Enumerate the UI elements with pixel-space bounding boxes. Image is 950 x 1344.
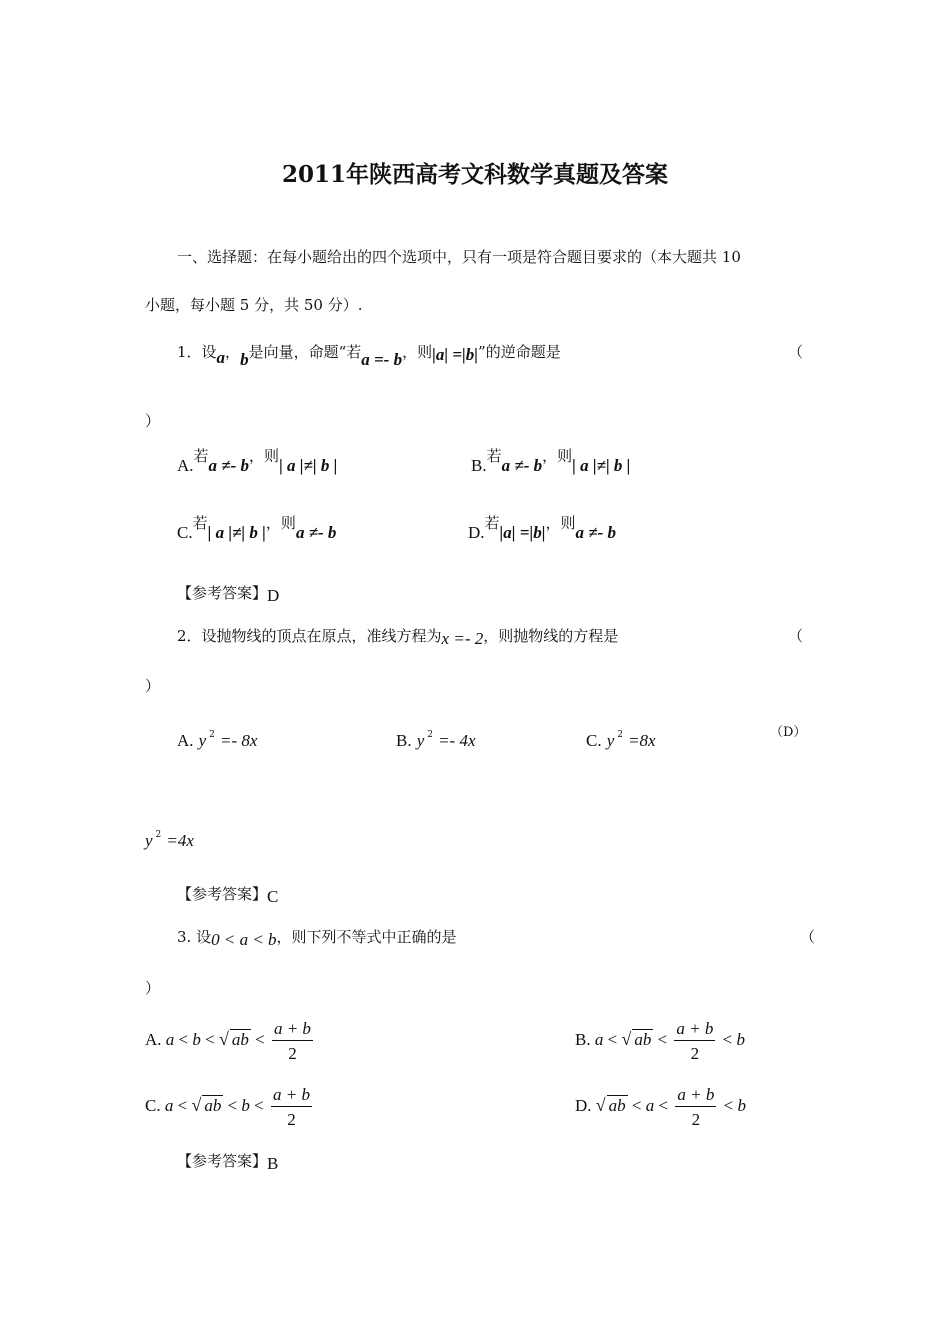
- q3-option-b-lt3: <: [722, 1030, 733, 1050]
- q3-option-a-lt2: <: [205, 1030, 215, 1050]
- q1-answer-value: D: [267, 586, 280, 605]
- q2-option-a-y: y: [198, 731, 207, 750]
- page-title: 2011年陕西高考文科数学真题及答案: [281, 161, 668, 188]
- q1-comma: ，: [225, 343, 241, 361]
- q1-option-b-then: ，则: [542, 447, 573, 465]
- q1-paren-close: ）: [145, 412, 161, 430]
- q1-stem: [177, 341, 561, 369]
- q3-option-c-a: a: [164, 1096, 174, 1116]
- q2-option-b-sup: 2: [427, 730, 433, 740]
- q1-option-d-if: 若: [484, 514, 500, 532]
- q3-option-c: [145, 1084, 315, 1131]
- q2-option-c-sup: 2: [617, 730, 623, 740]
- q1-option-c-concl: a ≠- b: [295, 523, 337, 542]
- q1-answer-label: 【参考答案】: [177, 584, 268, 602]
- q3-option-d-sqrt: ab: [608, 1096, 626, 1116]
- q3-option-a-a: a: [165, 1030, 175, 1050]
- q3-option-a-lt1: <: [178, 1030, 189, 1050]
- q3-paren-open: （: [800, 928, 816, 946]
- q2-stem-pre: 2．设抛物线的顶点在原点，准线方程为: [177, 627, 442, 645]
- q3-stem-post: ，则下列不等式中正确的是: [276, 928, 457, 946]
- q3-option-c-lt3: <: [254, 1096, 264, 1116]
- q1-paren-open: （: [788, 343, 804, 361]
- q3-option-b-frac-num: a + b: [674, 1018, 715, 1041]
- q3-option-c-label: C.: [145, 1096, 161, 1116]
- q3-answer-label: 【参考答案】: [177, 1152, 268, 1170]
- q1-option-d-concl: a ≠- b: [575, 523, 616, 542]
- q3-option-a-radical: √: [218, 1029, 229, 1050]
- q3-option-c-radical: √: [191, 1095, 202, 1116]
- q1-option-d-then: ，则: [545, 514, 576, 532]
- q2-option-d-rhs: =4x: [166, 831, 194, 850]
- q3-option-d: [575, 1084, 746, 1131]
- q1-option-d-label: D.: [468, 523, 485, 542]
- q2-option-c: [586, 730, 656, 751]
- q2-directrix-eq: x =- 2: [441, 629, 484, 648]
- q2-option-d-sup: 2: [155, 830, 162, 840]
- q3-answer: [177, 1150, 278, 1171]
- q3-answer-value: B: [267, 1154, 279, 1173]
- q2-option-b-y: y: [416, 731, 425, 750]
- q1-var-b: b: [240, 350, 249, 369]
- q3-option-b-label: B.: [575, 1030, 591, 1050]
- q2-stem: [177, 625, 618, 646]
- q1-condition: a =- b: [361, 350, 403, 369]
- q1-stem-post: ”的逆命题是: [478, 343, 561, 361]
- q3-option-a-b: b: [192, 1030, 201, 1050]
- q3-option-c-frac-num: a + b: [271, 1084, 312, 1107]
- q1-option-c-then: ，则: [265, 514, 296, 532]
- q3-option-a-frac-den: 2: [288, 1044, 297, 1064]
- q3-option-d-b: b: [737, 1096, 746, 1116]
- q3-option-d-label: D.: [575, 1096, 592, 1116]
- q3-option-d-frac-num: a + b: [675, 1084, 716, 1107]
- q1-option-c-if: 若: [192, 514, 208, 532]
- q3-option-c-frac-den: 2: [287, 1110, 296, 1130]
- q1-option-b-concl: | a |≠| b |: [572, 456, 631, 475]
- q3-option-b-b: b: [736, 1030, 745, 1050]
- q3-option-c-lt2: <: [227, 1096, 238, 1116]
- q3-option-b-radical: √: [621, 1029, 632, 1050]
- q2-option-c-y: y: [606, 731, 615, 750]
- q3-option-c-fraction: [271, 1084, 312, 1131]
- q2-option-c-label: C.: [586, 731, 602, 750]
- q1-var-a: a: [216, 348, 226, 367]
- q2-option-a: [177, 730, 257, 751]
- q3-option-c-sqrt: ab: [204, 1096, 222, 1116]
- q1-option-c-label: C.: [177, 523, 193, 542]
- q2-option-a-label: A.: [177, 731, 194, 750]
- q2-paren-close: ）: [145, 677, 161, 695]
- q3-option-b-fraction: [674, 1018, 715, 1065]
- q1-option-d: [468, 514, 616, 543]
- q3-option-a-lt3: <: [255, 1030, 265, 1050]
- q1-stem-pre: 1．设: [177, 343, 217, 361]
- q2-option-a-rhs: =- 8x: [220, 731, 258, 750]
- q2-option-b-label: B.: [396, 731, 412, 750]
- q1-option-b: [471, 447, 631, 476]
- q2-option-b: [396, 730, 476, 751]
- q3-option-a-sqrt: ab: [231, 1030, 249, 1050]
- q3-option-b-a: a: [594, 1030, 604, 1050]
- q2-option-d-label: （D）: [770, 725, 807, 740]
- q1-option-c: [177, 514, 337, 543]
- q3-option-b: [575, 1018, 745, 1065]
- q1-then: ，则: [402, 343, 433, 361]
- q1-option-b-cond: a ≠- b: [501, 456, 543, 475]
- q3-paren-close: ）: [145, 979, 161, 997]
- q2-paren-open: （: [788, 627, 804, 645]
- q2-stem-post: ，则抛物线的方程是: [483, 627, 619, 645]
- q3-option-a-label: A.: [145, 1030, 162, 1050]
- q1-option-a-cond: a ≠- b: [208, 456, 250, 475]
- q3-option-d-lt1: <: [631, 1096, 642, 1116]
- q3-option-d-lt3: <: [723, 1096, 734, 1116]
- q3-option-b-lt2: <: [657, 1030, 668, 1050]
- q2-option-b-rhs: =- 4x: [438, 731, 476, 750]
- q1-option-b-if: 若: [486, 447, 502, 465]
- q1-option-a-then: ，则: [249, 447, 280, 465]
- q1-option-b-label: B.: [471, 456, 487, 475]
- q1-stem-mid: 是向量，命题“若: [248, 343, 362, 361]
- q3-option-a-fraction: [272, 1018, 313, 1065]
- q2-answer-label: 【参考答案】: [177, 885, 268, 903]
- q2-option-d-y: y: [145, 831, 153, 850]
- q2-option-a-sup: 2: [209, 730, 215, 740]
- q1-option-a-concl: | a |≠| b |: [279, 456, 338, 475]
- q2-answer: [177, 883, 278, 904]
- q3-option-b-lt1: <: [607, 1030, 618, 1050]
- q3-stem-pre: 3. 设: [177, 928, 212, 946]
- q3-option-a-frac-num: a + b: [272, 1018, 313, 1041]
- section-intro-line2: 小题，每小题 5 分，共 50 分）.: [145, 296, 363, 314]
- q3-option-c-b: b: [241, 1096, 250, 1116]
- q3-option-d-frac-den: 2: [691, 1110, 701, 1130]
- q1-conclusion: |a| =|b|: [432, 345, 479, 364]
- q1-option-a-label: A.: [177, 456, 194, 475]
- q3-stem: [177, 926, 457, 947]
- section-intro-line1: 一、选择题：在每小题给出的四个选项中，只有一项是符合题目要求的（本大题共 10: [177, 248, 741, 266]
- q3-option-d-fraction: [675, 1084, 716, 1131]
- q3-condition: 0 < a < b: [211, 930, 277, 949]
- q3-option-a: [145, 1018, 316, 1065]
- q3-option-d-a: a: [645, 1096, 655, 1116]
- q1-answer: [177, 582, 279, 603]
- q3-option-d-lt2: <: [658, 1096, 669, 1116]
- q3-option-b-frac-den: 2: [690, 1044, 700, 1064]
- q1-option-a-if: 若: [193, 447, 209, 465]
- q2-answer-value: C: [267, 887, 279, 906]
- q3-option-c-lt1: <: [177, 1096, 188, 1116]
- q3-option-b-sqrt: ab: [634, 1030, 652, 1050]
- q2-option-c-rhs: =8x: [628, 731, 656, 750]
- q1-option-a: [177, 447, 338, 476]
- q1-option-c-cond: | a |≠| b |: [207, 523, 266, 542]
- q2-option-d: [145, 830, 194, 851]
- q1-option-d-cond: |a| =|b|: [499, 523, 546, 542]
- q3-option-d-radical: √: [595, 1095, 606, 1116]
